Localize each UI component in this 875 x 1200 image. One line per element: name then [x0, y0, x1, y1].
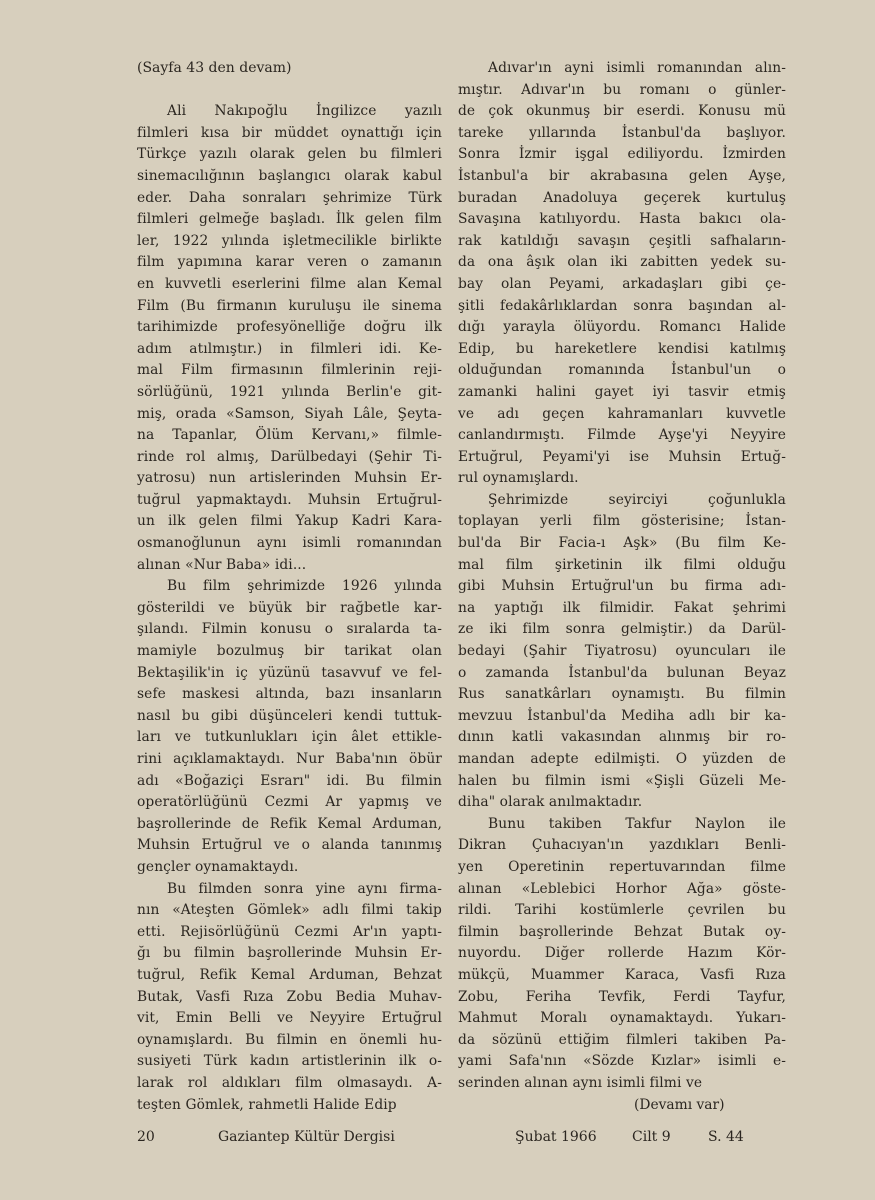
text-line: gösterildi ve büyük bir rağbetle kar-	[137, 599, 442, 616]
text-line: toplayan yerli film gösterisine; İstan-	[458, 513, 786, 530]
text-line: mal Film firmasının filmlerinin reji-	[137, 362, 442, 379]
text-line: ze iki film sonra gelmiştir.) da Darül-	[458, 621, 786, 638]
text-line: teşten Gömlek, rahmetli Halide Edip	[137, 1096, 397, 1113]
text-line: ğı bu filmin başrollerinde Muhsin Er-	[137, 945, 442, 962]
text-line: Şehrimizde seyirciyi çoğunlukla	[488, 491, 786, 508]
text-line: bedayi (Şahir Tiyatrosu) oyuncuları ile	[458, 643, 786, 660]
text-line: Bunu takiben Takfur Naylon ile	[488, 815, 786, 832]
text-line: mandan adepte edilmişti. O yüzden de	[458, 751, 786, 767]
text-line: Türkçe yazılı olarak gelen bu filmleri	[137, 146, 442, 163]
text-line: Rus sanatkârları oynamıştı. Bu filmin	[458, 686, 786, 703]
text-line: Sonra İzmir işgal ediliyordu. İzmirden	[458, 146, 786, 163]
text-line: rak katıldığı savaşın çeşitli safhaların-	[458, 232, 786, 249]
text-line: sörlüğünü, 1921 yılında Berlin'e git-	[137, 383, 442, 400]
text-line: Bu filmden sonra yine aynı firma-	[167, 880, 442, 897]
text-line: mevzuu İstanbul'da Mediha adlı bir ka-	[458, 707, 786, 724]
text-line: tuğrul, Refik Kemal Arduman, Behzat	[137, 966, 442, 983]
left-column	[137, 58, 442, 1116]
text-line: rinde rol almış, Darülbedayi (Şehir Ti-	[137, 448, 442, 465]
text-line: tarihimizde profesyönelliğe doğru ilk	[137, 319, 442, 336]
text-line: alınan «Leblebici Horhor Ağa» göste-	[458, 880, 786, 897]
text-line: alınan «Nur Baba» idi...	[137, 556, 307, 573]
text-line: Bektaşilik'in iç yüzünü tasavvuf ve fel-	[137, 664, 442, 681]
text-line: nasıl bu gibi düşünceleri kendi tuttuk-	[137, 707, 442, 724]
issue-date: Şubat 1966	[515, 1129, 597, 1145]
text-line: filmleri gelmeğe başladı. İlk gelen film	[137, 211, 442, 228]
text-line: Mahmut Moralı oynamaktaydı. Yukarı-	[458, 1010, 786, 1027]
text-line: adım atılmıştır.) in filmleri idi. Ke-	[137, 340, 442, 357]
text-line: larak rol aldıkları film olmasaydı. A-	[137, 1074, 442, 1091]
text-line: serinden alınan aynı isimli filmi ve	[458, 1074, 703, 1091]
text-line: mamiyle bozulmuş bir tarikat olan	[137, 643, 442, 660]
text-line: ler, 1922 yılında işletmecilikle birlikte	[137, 232, 442, 249]
right-column	[458, 58, 786, 1116]
paragraph	[458, 490, 786, 814]
text-line: adı «Boğaziçi Esrarı" idi. Bu filmin	[137, 772, 442, 789]
text-line: nın «Ateşten Gömlek» adlı filmi takip	[137, 902, 442, 919]
text-line: ve adı geçen kahramanları kuvvetle	[458, 405, 786, 422]
text-line: na Tapanlar, Ölüm Kervanı,» filmle-	[137, 427, 442, 444]
text-line: osmanoğlunun aynı isimli romanından	[137, 535, 442, 552]
text-line: ları ve tutkunlukları için âlet ettikle-	[137, 729, 442, 746]
text-line: mıştır. Adıvar'ın bu romanı o günler-	[458, 81, 786, 98]
text-line: mal film şirketinin ilk filmi olduğu	[458, 556, 786, 573]
text-line: diha" olarak anılmaktadır.	[458, 794, 643, 811]
text-line: tuğrul yapmaktaydı. Muhsin Ertuğrul-	[137, 491, 442, 508]
issue-number: S. 44	[708, 1129, 744, 1145]
text-line: Adıvar'ın ayni isimli romanından alın-	[488, 60, 786, 76]
text-line: miş, orada «Samson, Siyah Lâle, Şeyta-	[137, 405, 442, 422]
text-line: nuyordu. Diğer rollerde Hazım Kör-	[458, 945, 786, 962]
text-line: da ona âşık olan iki zabitten yedek su-	[458, 254, 786, 271]
text-line: o zamanda İstanbul'da bulunan Beyaz	[458, 664, 786, 681]
text-line: canlandırmıştı. Filmde Ayşe'yi Neyyire	[458, 427, 786, 444]
text-line: Edip, bu hareketlere kendisi katılmış	[458, 340, 786, 357]
text-line: oynamışlardı. Bu filmin en önemli hu-	[137, 1031, 442, 1048]
paragraph	[458, 814, 786, 1095]
continuation-heading: (Sayfa 43 den devam)	[137, 60, 292, 76]
text-line: bul'da Bir Facia-ı Aşk» (Bu film Ke-	[458, 535, 786, 552]
text-line: şılandı. Filmin konusu o sıralarda ta-	[137, 621, 442, 638]
text-line: un ilk gelen filmi Yakup Kadri Kara-	[137, 513, 442, 530]
text-line: vit, Emin Belli ve Neyyire Ertuğrul	[137, 1010, 442, 1027]
text-line: en kuvvetli eserlerini filme alan Kemal	[137, 275, 442, 292]
text-line: dının katli vakasından alınmış bir ro-	[458, 729, 786, 746]
text-line: İstanbul'a bir akrabasına gelen Ayşe,	[458, 167, 786, 184]
text-line: rini açıklamaktaydı. Nur Baba'nın öbür	[137, 751, 442, 767]
text-line: etti. Rejisörlüğünü Cezmi Ar'ın yaptı-	[137, 923, 442, 940]
text-line: sefe maskesi altında, bazı insanların	[137, 686, 442, 703]
text-line: Ertuğrul, Peyami'yi ise Muhsin Ertuğ-	[458, 448, 786, 465]
magazine-title: Gaziantep Kültür Dergisi	[218, 1129, 395, 1145]
text-line: olduğundan romanında İstanbul'un o	[458, 362, 786, 379]
text-line: gibi Muhsin Ertuğrul'un bu firma adı-	[458, 578, 786, 595]
text-line: Bu film şehrimizde 1926 yılında	[167, 578, 442, 595]
text-line: film yapımına karar veren o zamanın	[137, 254, 442, 271]
text-line: Savaşına katılıyordu. Hasta bakıcı ola-	[458, 211, 786, 228]
text-line: yen Operetinin repertuvarından filme	[458, 858, 786, 875]
text-line: yatrosu) nun artislerinden Muhsin Er-	[137, 470, 442, 487]
text-line: bay olan Peyami, arkadaşları gibi çe-	[458, 275, 786, 292]
text-line: buradan Anadoluya geçerek kurtuluş	[458, 189, 786, 206]
text-line: da sözünü ettiğim filmleri takiben Pa-	[458, 1031, 786, 1048]
text-line: şitli fedakârlıklardan sonra başından al-	[458, 297, 786, 314]
text-line: zamanki halini gayet iyi tasvir etmiş	[458, 383, 786, 400]
text-line: başrollerinde de Refik Kemal Arduman,	[137, 815, 442, 832]
text-line: dığı yarayla ölüyordu. Romancı Halide	[458, 319, 786, 336]
text-line: gençler oynamaktaydı.	[137, 858, 299, 875]
page-number: 20	[137, 1129, 155, 1145]
page-footer	[0, 1129, 875, 1153]
paragraph	[137, 101, 442, 576]
paragraph	[137, 576, 442, 878]
text-line: Muhsin Ertuğrul ve o alanda tanınmış	[137, 837, 442, 854]
text-line: rul oynamışlardı.	[458, 470, 579, 487]
text-line: Butak, Vasfi Rıza Zobu Bedia Muhav-	[137, 988, 442, 1005]
text-line: Dikran Çuhacıyan'ın yazdıkları Benli-	[458, 837, 786, 854]
text-line: yami Safa'nın «Sözde Kızlar» isimli e-	[458, 1053, 786, 1070]
text-line: Film (Bu firmanın kuruluşu ile sinema	[137, 297, 442, 314]
text-line: rildi. Tarihi kostümlerle çevrilen bu	[458, 902, 786, 919]
text-line: tareke yıllarında İstanbul'da başlıyor.	[458, 124, 786, 141]
text-line: filmin başrollerinde Behzat Butak oy-	[458, 923, 786, 940]
text-line: filmleri kısa bir müddet oynattığı için	[137, 124, 442, 141]
text-line: Ali Nakıpoğlu İngilizce yazılı	[167, 103, 442, 120]
paragraph	[458, 58, 786, 490]
text-line: eder. Daha sonraları şehrimize Türk	[137, 189, 442, 206]
paragraph	[137, 879, 442, 1117]
text-line: operatörlüğünü Cezmi Ar yapmış ve	[137, 794, 442, 811]
text-line: na yaptığı ilk filmidir. Fakat şehrimi	[458, 599, 786, 616]
text-line: susiyeti Türk kadın artistlerinin ilk o-	[137, 1053, 442, 1070]
text-line: sinemacılığının başlangıcı olarak kabul	[137, 167, 442, 184]
text-line: Zobu, Feriha Tevfik, Ferdi Tayfur,	[458, 988, 786, 1005]
text-line: mükçü, Muammer Karaca, Vasfi Rıza	[458, 966, 786, 983]
text-line: de çok okunmuş bir eserdi. Konusu mü	[458, 103, 786, 120]
text-line: halen bu filmin ismi «Şişli Güzeli Me-	[458, 772, 786, 789]
volume-number: Cilt 9	[632, 1129, 671, 1145]
continued-note: (Devamı var)	[634, 1096, 725, 1113]
